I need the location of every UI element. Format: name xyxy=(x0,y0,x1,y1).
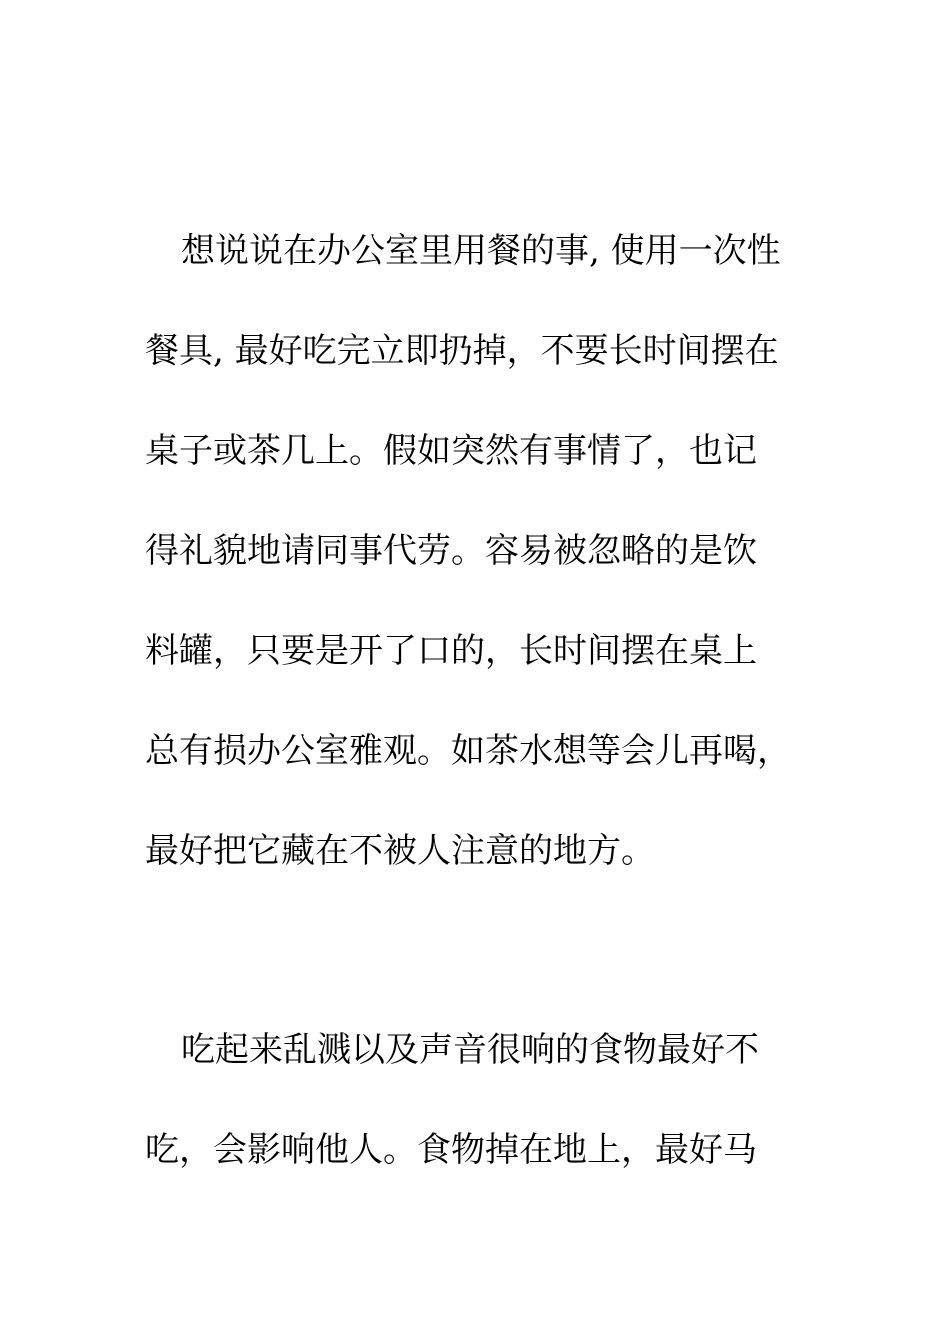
text-line: 吃，会影响他人。食物掉在地上，最好马 xyxy=(145,1130,757,1170)
text-line: 吃起来乱溅以及声音很响的食物最好不 xyxy=(181,1030,759,1070)
text-line: 料罐，只要是开了口的，长时间摆在桌上 xyxy=(145,631,757,671)
text-line: 想说说在办公室里用餐的事, 使用一次性 xyxy=(181,231,781,271)
text-line: 最好把它藏在不被人注意的地方。 xyxy=(145,831,655,871)
text-line: 餐具, 最好吃完立即扔掉，不要长时间摆在 xyxy=(145,331,779,371)
text-line: 桌子或茶几上。假如突然有事情了，也记 xyxy=(145,431,757,471)
text-line: 得礼貌地请同事代劳。容易被忽略的是饮 xyxy=(145,531,757,571)
text-line: 总有损办公室雅观。如茶水想等会儿再喝， xyxy=(145,731,791,771)
